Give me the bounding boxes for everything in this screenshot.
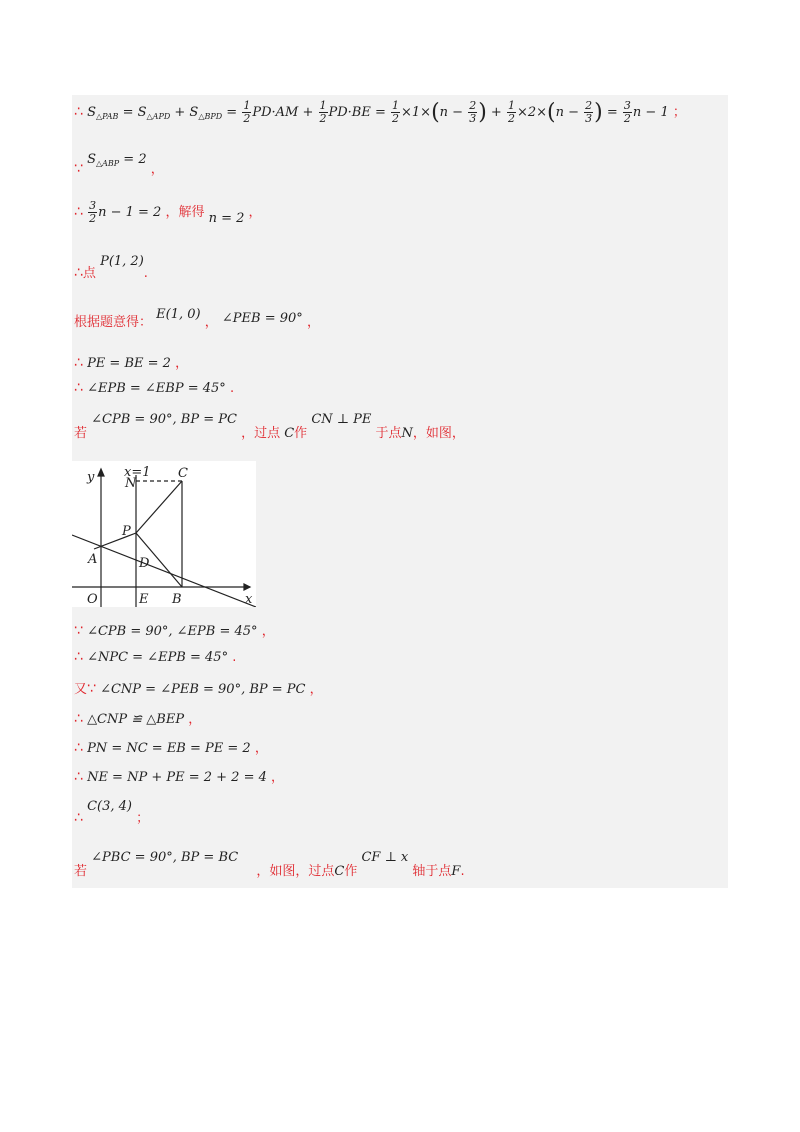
label-x-eq-1: x=1	[124, 465, 151, 480]
line-npc: ∴ ∠NPC = ∠EPB = 45° .	[74, 649, 237, 665]
label-d: D	[139, 556, 150, 571]
line-equal-sides: ∴ PN = NC = EB = PE = 2 ，	[74, 740, 268, 756]
label-c: C	[178, 466, 188, 481]
line-congruent: ∴ △CNP ≌ △BEP ，	[74, 711, 202, 727]
line-ab	[72, 535, 256, 607]
line-point-c: ∴ C(3, 4) ；	[74, 799, 150, 826]
line-pe-be: ∴ PE = BE = 2 ，	[74, 355, 189, 371]
line-angles-45: ∴ ∠EPB = ∠EBP = 45° .	[74, 380, 235, 396]
label-a: A	[88, 552, 98, 567]
line-area-sum: ∴ $S_{\triangle PAB} = S_{\triangle APD} + S_{\triangle BPD}$ = $\frac{1}{2}$ PD·AM + $\frac{1}{2}$ PD·BE = $\frac{1}{2}$ ×1×(n − $\frac{2}{3}$ ) + $\frac{1}{2}$ ×2×(n − $\frac{2}{3}$ ) = $\frac{3}{2}$ n − 1 ；	[74, 99, 686, 125]
line-given: 根据题意得： E(1, 0) ， ∠PEB = 90° ，	[74, 307, 320, 330]
label-e: E	[139, 592, 149, 607]
geometry-figure	[72, 461, 256, 607]
line-case-1: 若 ∠CPB = 90°, BP = PC ，过点 C作 CN ⊥ PE 于点N，如图，	[74, 412, 465, 441]
line-ne: ∴ NE = NP + PE = 2 + 2 = 4 ，	[74, 769, 285, 785]
label-p: P	[122, 524, 131, 539]
line-angle-cond: ∵ ∠CPB = 90°, ∠EPB = 45° ，	[74, 623, 275, 639]
segment-pc	[136, 481, 182, 533]
line-equation: ∴ $\frac{3}{2}$ n − 1 = 2 ，解得 n = 2 ，	[74, 199, 262, 226]
label-b: B	[172, 592, 182, 607]
line-cnp: 又∵ ∠CNP = ∠PEB = 90°, BP = PC ，	[74, 681, 323, 697]
label-o: O	[87, 592, 98, 607]
x-axis-arrow	[244, 584, 250, 590]
line-case-2: 若 ∠PBC = 90°, BP = BC ，如图，过点C作 CF ⊥ x 轴于点F.	[74, 850, 465, 879]
label-n: N	[125, 476, 137, 491]
line-area-abp: ∵ $S_{\triangle ABP} = 2$ ，	[74, 152, 164, 177]
label-y: y	[87, 470, 95, 485]
area-sum-formula: $S_{\triangle PAB} = S_{\triangle APD} + S_{\triangle BPD}$ = $\frac{1}{2}$ PD·AM + $\frac{1}{2}$ PD·BE = $\frac{1}{2}$ ×1×(n − $\frac{2}{3}$ ) + $\frac{1}{2}$ ×2×(n − $\frac{2}{3}$ ) = $\frac{3}{2}$ n − 1	[87, 99, 673, 125]
y-axis-arrow	[98, 469, 104, 476]
area-abp-formula: $S_{\triangle ABP} = 2$	[87, 152, 147, 168]
label-x: x	[245, 592, 253, 607]
line-point-p: ∴点 P(1, 2).	[74, 254, 148, 281]
